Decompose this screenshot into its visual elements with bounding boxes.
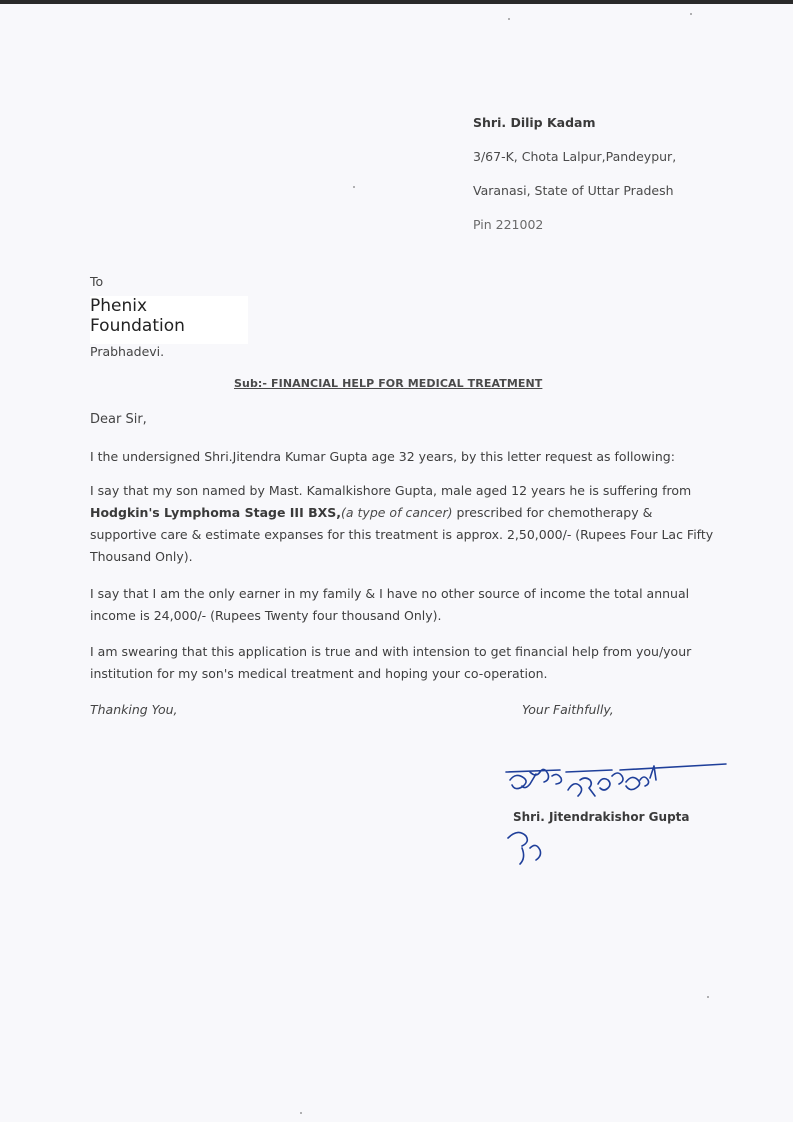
subject-line: Sub:- FINANCIAL HELP FOR MEDICAL TREATMENT (234, 377, 543, 390)
sender-name: Shri. Dilip Kadam (473, 115, 596, 130)
diagnosis-note: (a type of cancer) (341, 505, 453, 520)
salutation: Dear Sir, (90, 412, 147, 427)
body-paragraph-3: I say that I am the only earner in my family & I have no other source of income the total annual income is 24,000/- (Rupees Twenty four thousand Only). (90, 586, 690, 623)
recipient-city: Prabhadevi. (90, 344, 165, 359)
body-paragraph-1: I the undersigned Shri.Jitendra Kumar Gupta age 32 years, by this letter request as following: (90, 449, 675, 464)
body-paragraph-4: I am swearing that this application is true and with intension to get financial help from you/your institution for my son's medical treatment and hoping your co-operation. (90, 644, 692, 681)
yours-faithfully: Your Faithfully, (522, 702, 614, 717)
sender-pin: Pin 221002 (473, 217, 544, 232)
recipient-name: Phenix Foundation (90, 296, 248, 344)
sender-address-line2: Varanasi, State of Uttar Pradesh (473, 183, 674, 198)
scan-speck (508, 18, 510, 20)
scan-speck (300, 1112, 302, 1114)
scan-speck (707, 996, 709, 998)
body-paragraph-2 (90, 480, 720, 568)
p2-end: prescribed for chemotherapy & supportive care & estimate expanses for this treatment is approx. 2,50,000/- (Rupees Four Lac Fifty Thousand Only). (90, 505, 714, 564)
diagnosis-text: Hodgkin's Lymphoma Stage III BXS, (90, 505, 342, 520)
p2-start: I say that my son named by Mast. Kamalkishore Gupta, male aged 12 years he is suffering from (90, 483, 692, 498)
thanking-you: Thanking You, (90, 702, 178, 717)
signatory-name: Shri. Jitendrakishor Gupta (513, 810, 690, 824)
to-label: To (90, 274, 104, 289)
scan-speck (690, 13, 692, 15)
scan-speck (353, 186, 355, 188)
sender-address-line1: 3/67-K, Chota Lalpur,Pandeypur, (473, 149, 677, 164)
sender-address-block (473, 106, 676, 242)
